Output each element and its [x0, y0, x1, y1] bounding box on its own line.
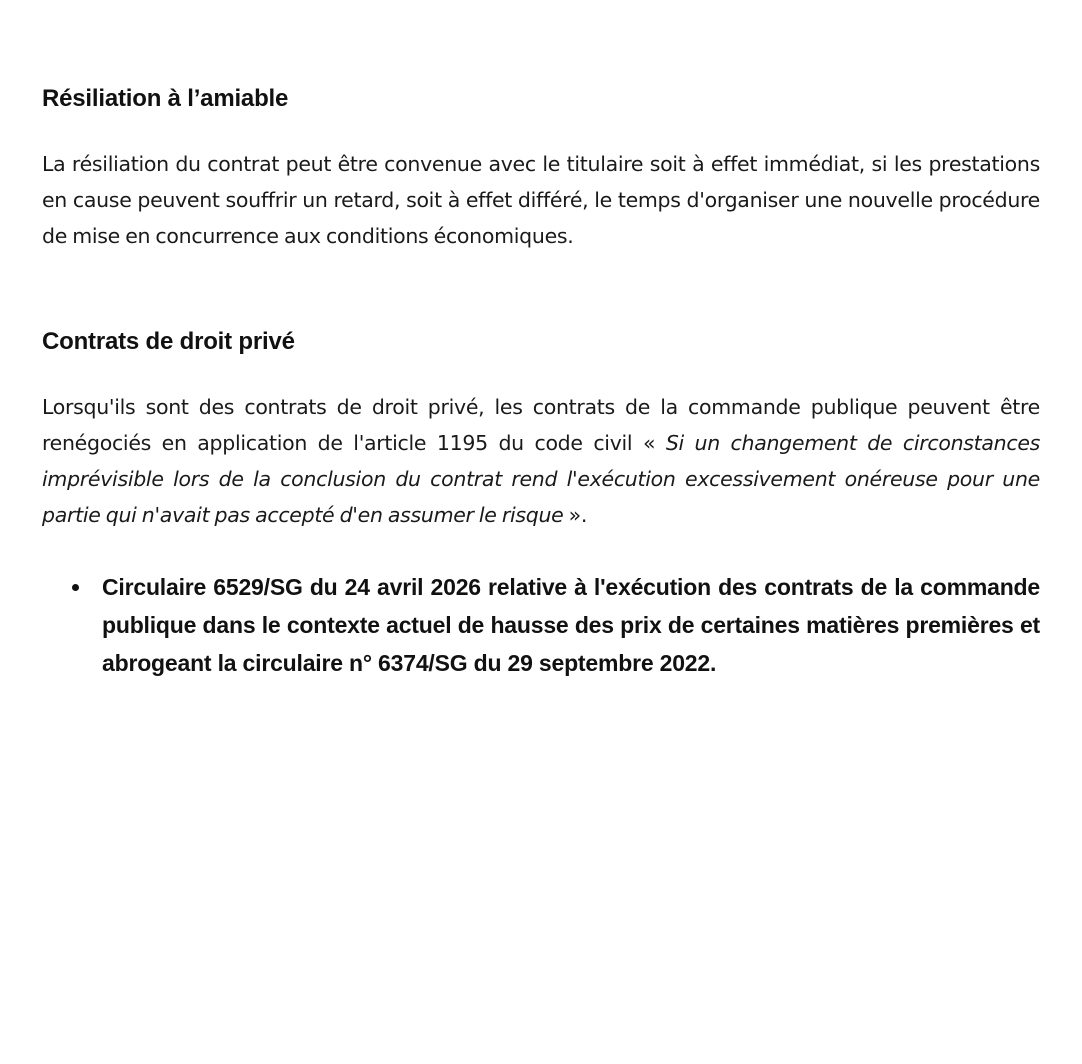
- section-heading-contrats-droit-prive: Contrats de droit privé: [42, 328, 295, 355]
- circular-list: [42, 568, 1040, 682]
- paragraph-end: ».: [563, 503, 588, 527]
- bullet-icon: [72, 584, 79, 591]
- civil-code-quote: Si un changement de circonstances imprévisible lors de la conclusion du contrat rend l'exécution excessivement onéreuse pour une partie qui n'avait pas accepté d'en assumer le risque: [42, 431, 1041, 527]
- paragraph-resiliation: La résiliation du contrat peut être convenue avec le titulaire soit à effet immédiat, si les prestations en cause peuvent souffrir un retard, soit à effet différé, le temps d'organiser une nouvelle procédure de mise en concurrence aux conditions économiques.: [42, 152, 1040, 248]
- paragraph-intro: Lorsqu'ils sont des contrats de droit privé, les contrats de la commande publique peuvent être renégociés en application de l'article 1195 du code civil «: [42, 395, 1040, 455]
- list-item-text: Circulaire 6529/SG du 24 avril 2026 relative à l'exécution des contrats de la commande publique dans le contexte actuel de hausse des prix de certaines matières premières et abrogeant la circulaire n° 6374/SG du 29 septembre 2022.: [102, 574, 1040, 676]
- section-heading-resiliation: Résiliation à l’amiable: [42, 85, 289, 112]
- list-item: [42, 568, 1040, 682]
- paragraph-contrats-droit-prive: [42, 389, 1040, 533]
